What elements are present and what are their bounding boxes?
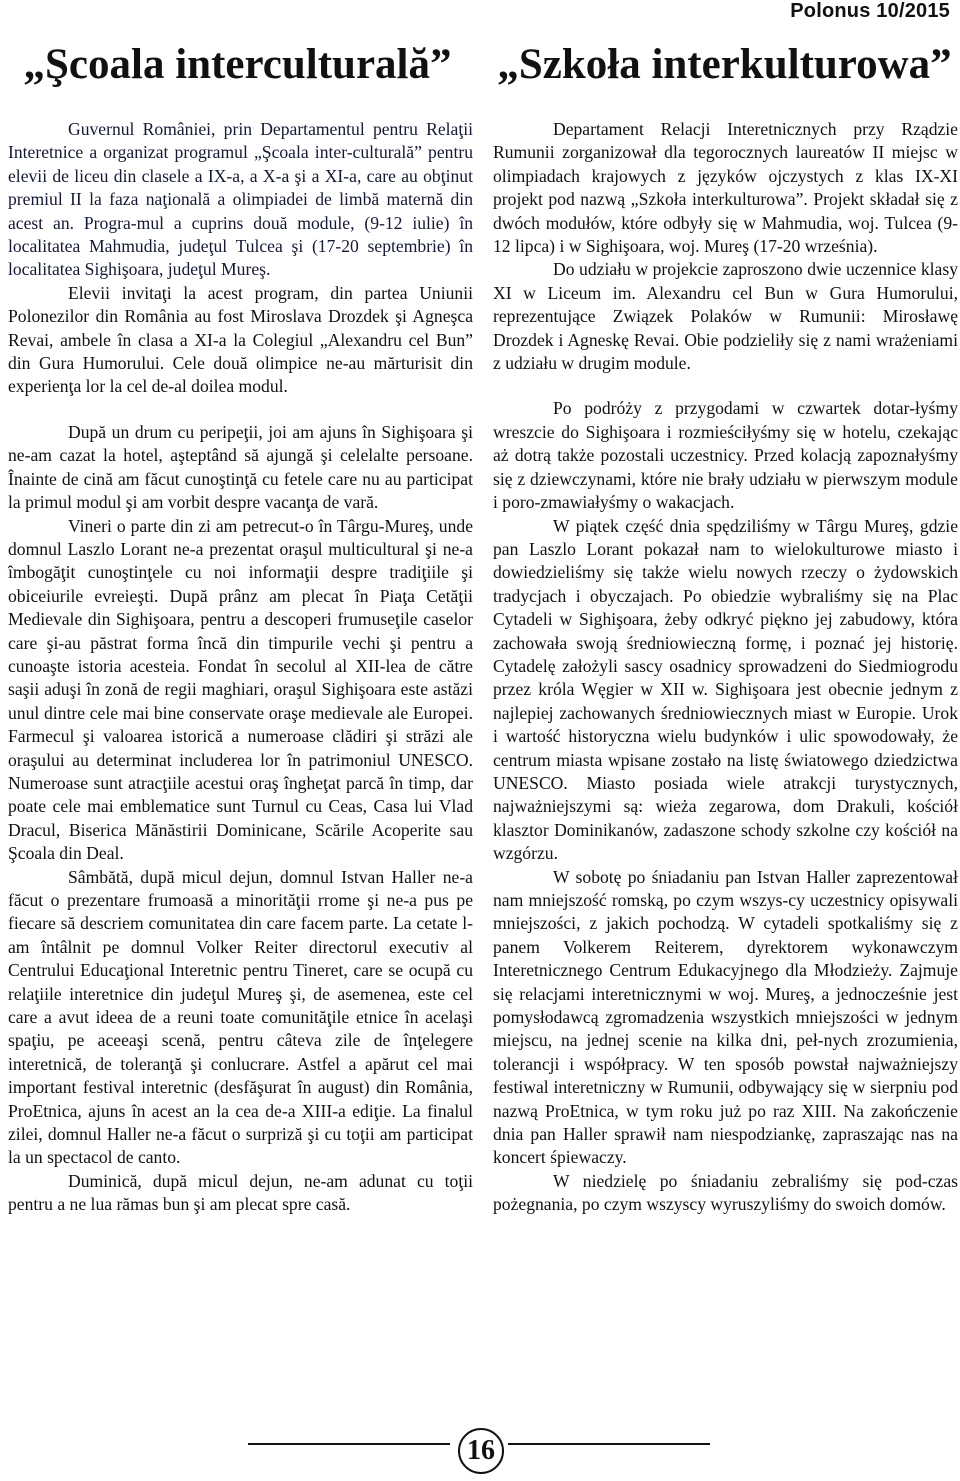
paragraph: După un drum cu peripeţii, joi am ajuns în Sighişoara şi ne-am cazat la hotel, aşteptând să ajungă şi celelalte persoane. Înainte de cină am făcut cunoştinţă cu fetele care nu au participat la primul modul şi am vorbit despre vacanţa de vară. bbox=[8, 421, 473, 513]
footer-rule-left bbox=[248, 1443, 450, 1445]
footer-rule-right bbox=[508, 1443, 710, 1445]
paragraph: Guvernul României, prin Departamentul pentru Relaţii Interetnice a organizat programul „Şcoala inter-culturală” pentru elevii de liceu din clasele a IX-a, a X-a şi a XI-a, care au obţinut premiul II la faza naţională a olimpiadei de limbă maternă din acest an. Progra-mul a cuprins două module, (9-12 iulie) în localitatea Mahmudia, judeţul Tulcea şi (17-20 septembrie) în localitatea Sighişoara, judeţul Mureş. bbox=[8, 119, 473, 280]
paragraph: Elevii invitaţi la acest program, din partea Uniunii Polonezilor din România au fost Miroslava Drozdek şi Agneşca Revai, ambele în clasa a XI-a la Colegiul „Alexandru cel Bun” din Gura Humorului. Cele două olimpice ne-au mărturisit din experienţa lor la cel de-al doilea modul. bbox=[8, 282, 473, 397]
paragraph: Sâmbătă, după micul dejun, domnul Istvan Haller ne-a făcut o prezentare frumoasă a minorităţii rrome şi ne-a pus pe fiecare să descriem comunitatea din care facem parte. La cetate l-am întâlnit pe domnul Volker Reiter directorul executiv al Centrului Educaţional Interetnic pentru Tineret, care se ocupă cu relaţiile interetnice din judeţul Mureş şi, de asemenea, este cel care a avut ideea de a reuni toate comunităţile etnice în acelaşi spaţiu, pe aceeaşi scenă, pentru câteva zile de înţelegere interetnică, de toleranţă şi conlucrare. Astfel a apărut cel mai important festival interetnic (desfăşurat în august) din România, ProEtnica, ajuns în acest an la cea de-a XIII-a ediţie. La finalul zilei, domnul Haller ne-a făcut o surpriză şi cu toţii am participat la un spectacol de canto. bbox=[8, 866, 473, 1168]
paragraph: Departament Relacji Interetnicznych przy Rządzie Rumunii zorganizował dla tegorocznych laureatów II miejsc w olimpiadach krajowych z języków ojczystych z klas IX-XI projekt pod nazwą „Szkoła interkulturowa”. Projekt składał się z dwóch modułów, które odbyły się w Mahmudia, woj. Tulcea (9-12 lipca) i w Sighişoara, woj. Mureş (17-20 września). bbox=[493, 119, 958, 257]
paragraph: W piątek część dnia spędziliśmy w Târgu Mureş, gdzie pan Laszlo Lorant pokazał nam to wielokulturowe miasto i dowiedzieliśmy się także wielu nowych rzeczy o żydowskich tradycjach i obyczajach. Po obiedzie wybraliśmy się na Plac Cytadeli w Sighişoara, żeby odkryć piękno jej zabudowy, która zachowała swoją średniowieczną formę, i poznać jej historię. Cytadelę założyli sascy osadnicy sprowadzeni do Siedmiogrodu przez króla Węgier w XII w. Sighişoara jest obecnie jednym z najlepiej zachowanych średniowiecznych miast w Europie. Urok i wartość historyczna wielu budynków i ulic spowodowały, że centrum miasta wpisane zostało na listę światowego dziedzictwa UNESCO. Miasto posiada wiele atrakcji turystycznych, najważniejszymi są: wieża zegarowa, dom Drakuli, kościół klasztor Dominikanów, zadaszone schody szkolne czy kościół na wzgórzu. bbox=[493, 515, 958, 864]
article-title-polish: „Szkoła interkulturowa” bbox=[497, 41, 952, 88]
page-number: 16 bbox=[458, 1428, 504, 1474]
paragraph: Do udziału w projekcie zaproszono dwie uczennice klasy XI w Liceum im. Alexandru cel Bun w Gura Humorului, reprezentujące Związek Polaków w Rumunii: Mirosławę Drozdek i Agneskę Revai. Obie podzieliły się z nami wrażeniami z udziału w drugim module. bbox=[493, 259, 958, 374]
publication-issue: Polonus 10/2015 bbox=[790, 0, 950, 22]
article-body-polish bbox=[493, 118, 958, 1217]
article-body-romanian bbox=[8, 118, 473, 1217]
paragraph: W sobotę po śniadaniu pan Istvan Haller zaprezentował nam mniejszość romską, po czym wszys-cy uczestnicy opisywali mniejszości, z jakich pochodzą. W cytadeli spotkaliśmy się z panem Volkerem Reiterem, dyrektorem wykonawczym Interetnicznego Centrum Edukacyjnego dla Młodzieży. Zajmuje się relacjami interetnicznymi w woj. Mureş, a jednocześnie jest pomysłodawcą zgromadzenia wszystkich mniejszości w jednym miejscu, na jednej scenie na kilka dni, peł-nych zrozumienia, tolerancji i współpracy. W ten sposób powstał najważniejszy festiwal interetniczny w Rumunii, odbywający się w sierpniu pod nazwą ProEtnica, w tym roku już po raz XIII. Na zakończenie dnia pan Haller sprawił nam niespodziankę, zapraszając nas na koncert śpiewaczy. bbox=[493, 866, 958, 1168]
paragraph: W niedzielę po śniadaniu zebraliśmy się pod-czas pożegnania, po czym wszyscy wyruszyliśmy do swoich domów. bbox=[493, 1170, 958, 1215]
article-title-romanian: „Şcoala interculturală” bbox=[23, 41, 452, 88]
paragraph: Vineri o parte din zi am petrecut-o în Târgu-Mureş, unde domnul Laszlo Lorant ne-a prezentat oraşul multicultural şi ne-a îmbogăţit cunoştinţele cu noi informaţii despre tradiţiile şi obiceiurile evreieşti. După prânz am plecat în Piaţa Cetăţii Medievale din Sighişoara, pentru a descoperi frumuseţile caselor care şi-au păstrat forma încă din timpurile vechi şi pentru a cunoaşte istoria acesteia. Fondat în secolul al XII-lea de către saşii aduşi în zonă de regii maghiari, oraşul Sighişoara este astăzi unul dintre cele mai bine conservate oraşe medievale ale Europei. Farmecul şi valoarea istorică a numeroase clădiri şi străzi ale oraşului au determinat includerea lor în patrimoniul UNESCO. Numeroase sunt atracţiile acestui oraş îngheţat parcă în timp, dar poate cele mai emblematice sunt Turnul cu Ceas, Casa lui Vlad Dracul, Biserica Mănăstirii Dominicane, Scările Acoperite sau Şcoala din Deal. bbox=[8, 515, 473, 864]
paragraph: Duminică, după micul dejun, ne-am adunat cu toţii pentru a ne lua rămas bun şi am plecat spre casă. bbox=[8, 1170, 473, 1215]
paragraph: Po podróży z przygodami w czwartek dotar-łyśmy wreszcie do Sighişoara i rozmieściłyśmy się w hotelu, czekając aż dotrą także pozostali uczestnicy. Przed kolacją zapoznałyśmy się z dziewczynami, które nie brały udziału w pierwszym module i poro-zmawiałyśmy o wakacjach. bbox=[493, 398, 958, 513]
